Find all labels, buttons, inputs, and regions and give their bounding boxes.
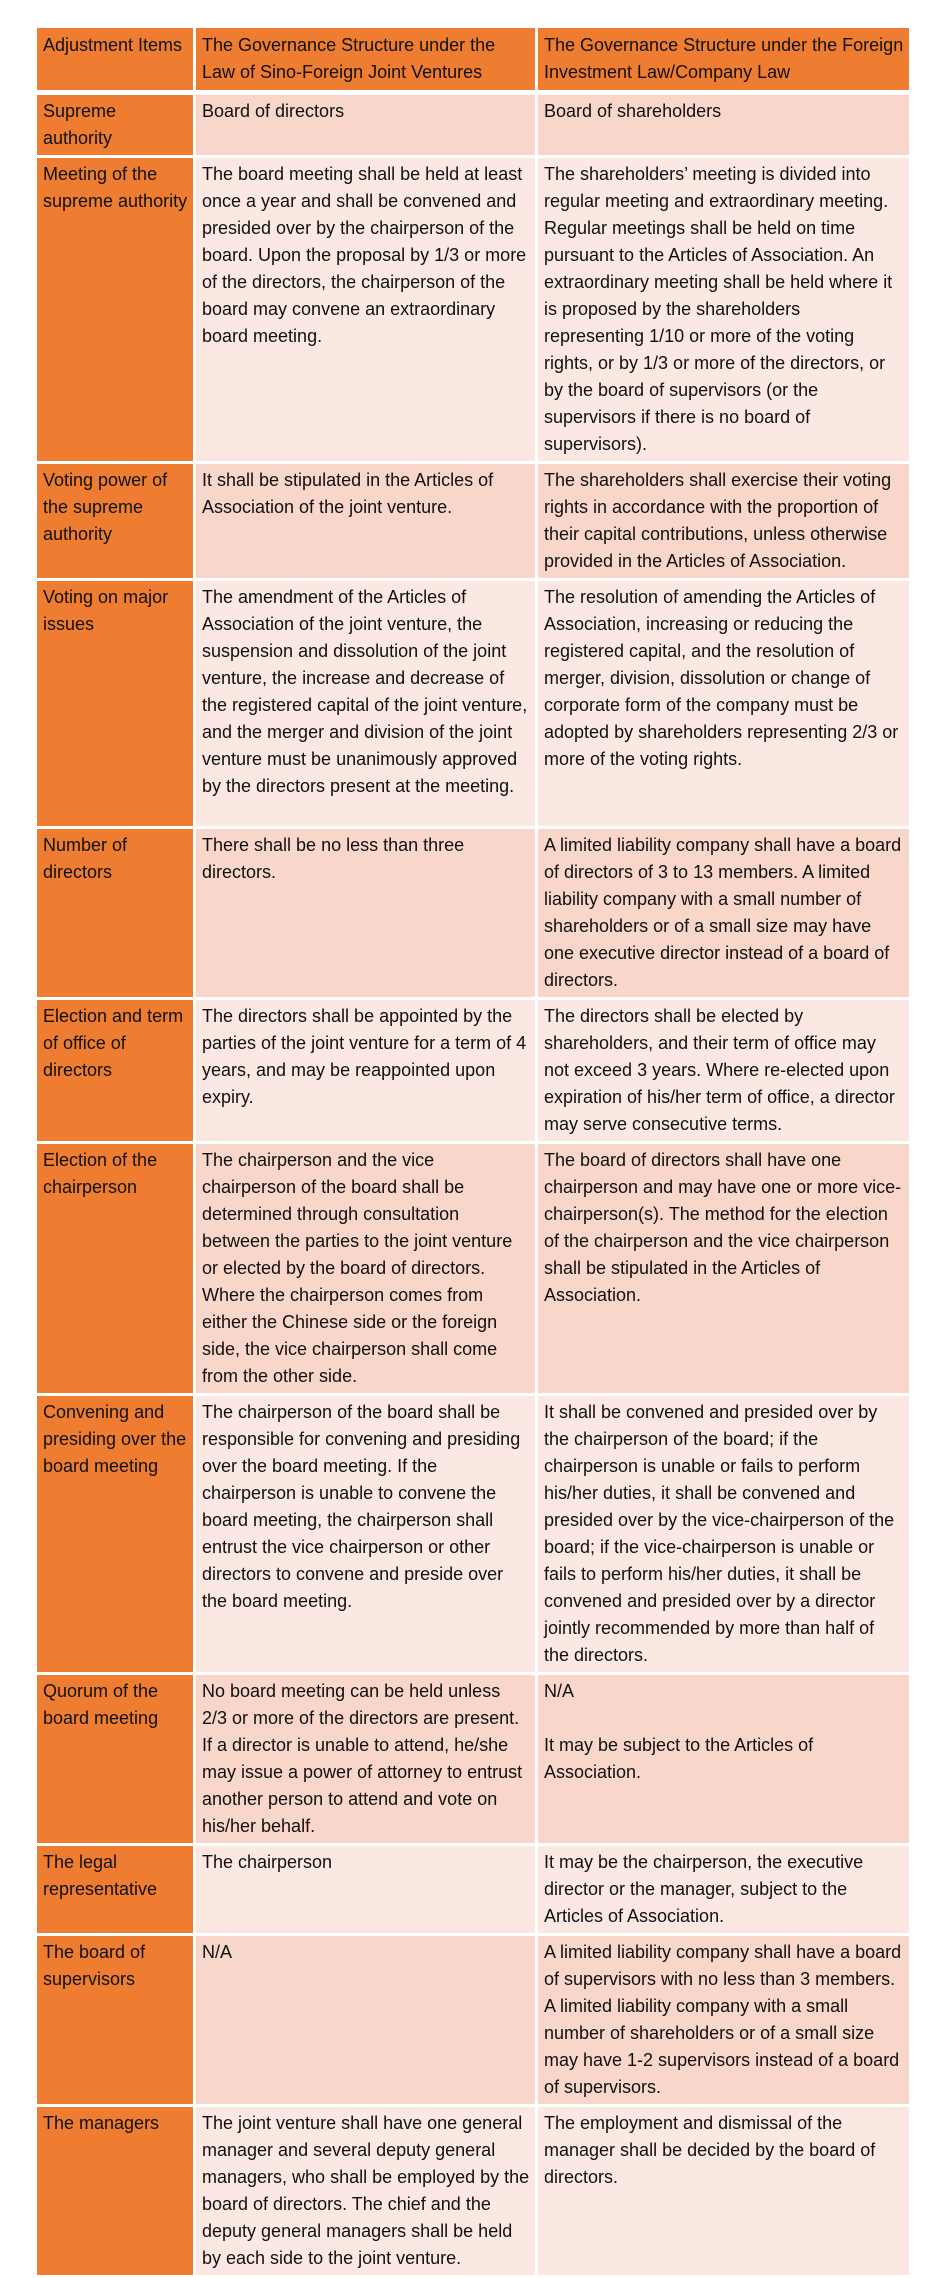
row-fil-cell: The resolution of amending the Articles of Association, increasing or reducing the registered capital, and the resolution of merger, division, dissolution or change of corporate form of the company must be adopted by shareholders representing 2/3 or more of the voting rights. [537,580,911,828]
row-fil-cell: Board of shareholders [537,93,911,157]
row-jv-cell: N/A [195,1935,537,2106]
table-row [36,580,911,828]
governance-comparison-table [34,25,912,2278]
row-item-label: Meeting of the supreme authority [36,157,195,463]
table-row [36,157,911,463]
header-foreign-investment-law: The Governance Structure under the Foreign Investment Law/Company Law [537,27,911,93]
table-row [36,999,911,1143]
row-item-label: The managers [36,2106,195,2277]
fil-extra-text: It may be subject to the Articles of Association. [544,1735,814,1782]
header-row [36,27,911,93]
row-jv-cell: The chairperson and the vice chairperson of the board shall be determined through consultation between the parties to the joint venture or elected by the board of directors. Where the chairperson comes from either the Chinese side or the foreign side, the vice chairperson shall come from the other side. [195,1143,537,1395]
header-jv-law: The Governance Structure under the Law of Sino-Foreign Joint Ventures [195,27,537,93]
row-fil-cell [537,1674,911,1845]
row-fil-cell: The board of directors shall have one chairperson and may have one or more vice-chairperson(s). The method for the election of the chairperson and the vice chairperson shall be stipulated in the Articles of Association. [537,1143,911,1395]
row-item-label: Convening and presiding over the board meeting [36,1395,195,1674]
table-row [36,463,911,580]
row-jv-cell: The board meeting shall be held at least once a year and shall be convened and presided over by the chairperson of the board. Upon the proposal by 1/3 or more of the directors, the chairperson of the board may convene an extraordinary board meeting. [195,157,537,463]
table-row [36,2106,911,2277]
table-row [36,1935,911,2106]
row-fil-cell: A limited liability company shall have a board of directors of 3 to 13 members. A limited liability company with a small number of shareholders or of a small size may have one executive director instead of a board of directors. [537,828,911,999]
table-row [36,1143,911,1395]
table-row [36,1674,911,1845]
row-item-label: Voting power of the supreme authority [36,463,195,580]
row-fil-cell: The shareholders’ meeting is divided into regular meeting and extraordinary meeting. Regular meetings shall be held on time pursuant to the Articles of Association. An extraordinary meeting shall be held where it is proposed by the shareholders representing 1/10 or more of the voting rights, or by 1/3 or more of the directors, or by the board of supervisors (or the supervisors if there is no board of supervisors). [537,157,911,463]
header-adjustment-items: Adjustment Items [36,27,195,93]
table-row [36,93,911,157]
table-row [36,1395,911,1674]
row-fil-cell: The directors shall be elected by shareholders, and their term of office may not exceed 3 years. Where re-elected upon expiration of his/her term of office, a director may serve consecutive terms. [537,999,911,1143]
row-fil-cell: A limited liability company shall have a board of supervisors with no less than 3 members. A limited liability company with a small number of shareholders or of a small size may have 1-2 supervisors instead of a board of supervisors. [537,1935,911,2106]
row-item-label: Election and term of office of directors [36,999,195,1143]
row-jv-cell: The chairperson of the board shall be responsible for convening and presiding over the board meeting. If the chairperson is unable to convene the board meeting, the chairperson shall entrust the vice chairperson or other directors to convene and preside over the board meeting. [195,1395,537,1674]
row-item-label: Supreme authority [36,93,195,157]
paragraph-gap [544,1705,904,1732]
row-fil-cell: It may be the chairperson, the executive director or the manager, subject to the Articles of Association. [537,1845,911,1935]
table-row [36,828,911,999]
row-jv-cell: The directors shall be appointed by the parties of the joint venture for a term of 4 years, and may be reappointed upon expiry. [195,999,537,1143]
row-item-label: Number of directors [36,828,195,999]
row-fil-cell: It shall be convened and presided over by the chairperson of the board; if the chairperson is unable or fails to perform his/her duties, it shall be convened and presided over by the vice-chairperson of the board; if the vice-chairperson is unable or fails to perform his/her duties, it shall be convened and presided over by a director jointly recommended by more than half of the directors. [537,1395,911,1674]
row-item-label: The board of supervisors [36,1935,195,2106]
row-item-label: Quorum of the board meeting [36,1674,195,1845]
row-jv-cell: No board meeting can be held unless 2/3 or more of the directors are present. If a director is unable to attend, he/she may issue a power of attorney to entrust another person to attend and vote on his/her behalf. [195,1674,537,1845]
row-item-label: The legal representative [36,1845,195,1935]
row-jv-cell: Board of directors [195,93,537,157]
row-jv-cell: It shall be stipulated in the Articles of Association of the joint venture. [195,463,537,580]
row-jv-cell: There shall be no less than three directors. [195,828,537,999]
row-jv-cell: The joint venture shall have one general manager and several deputy general managers, who shall be employed by the board of directors. The chief and the deputy general managers shall be held by each side to the joint venture. [195,2106,537,2277]
row-jv-cell: The amendment of the Articles of Association of the joint venture, the suspension and dissolution of the joint venture, the increase and decrease of the registered capital of the joint venture, and the merger and division of the joint venture must be unanimously approved by the directors present at the meeting. [195,580,537,828]
row-jv-cell: The chairperson [195,1845,537,1935]
fil-na-text: N/A [544,1681,575,1701]
row-fil-cell: The shareholders shall exercise their voting rights in accordance with the proportion of their capital contributions, unless otherwise provided in the Articles of Association. [537,463,911,580]
row-item-label: Election of the chairperson [36,1143,195,1395]
row-fil-cell: The employment and dismissal of the manager shall be decided by the board of directors. [537,2106,911,2277]
row-item-label: Voting on major issues [36,580,195,828]
table-row [36,1845,911,1935]
